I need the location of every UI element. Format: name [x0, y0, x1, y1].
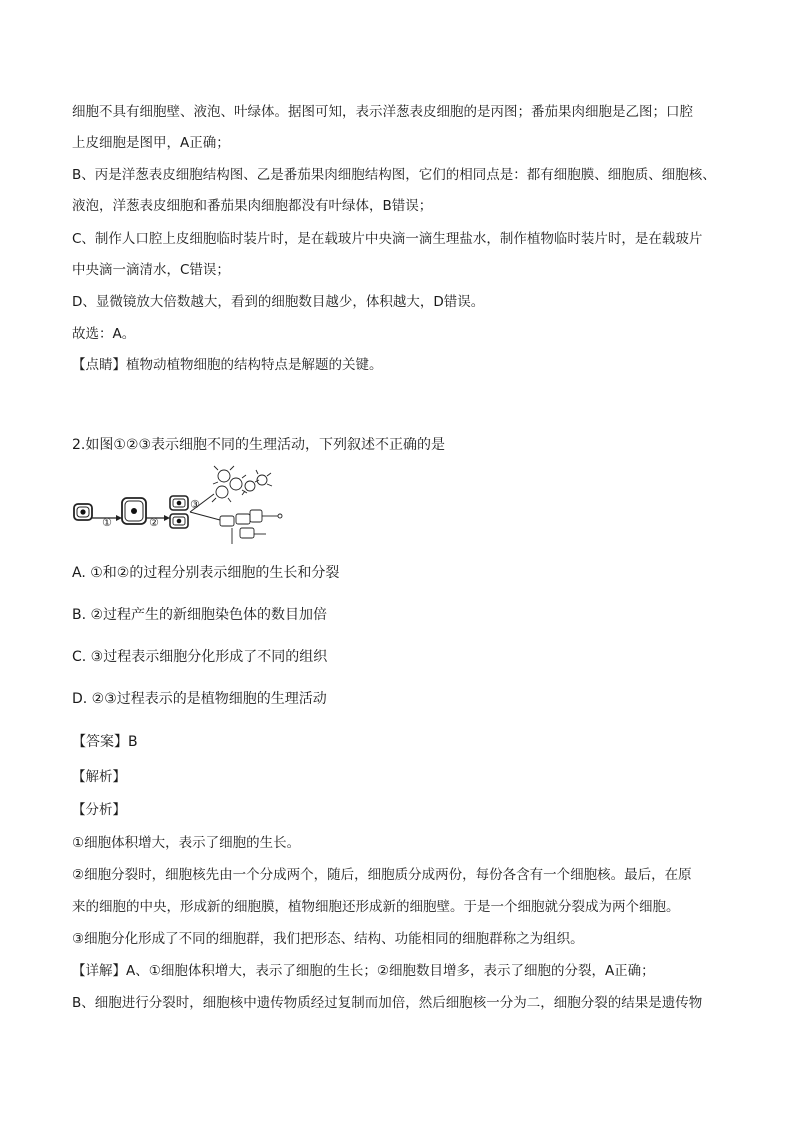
cell-activity-diagram	[72, 464, 292, 550]
option-b: B. ②过程产生的新细胞染色体的数目加倍	[72, 607, 328, 623]
key-point: 【点睛】植物动植物细胞的结构特点是解题的关键。	[72, 357, 383, 373]
small-cell	[74, 504, 92, 520]
analysis-line: ①细胞体积增大，表示了细胞的生长。	[72, 835, 301, 851]
analysis-subtitle: 【分析】	[72, 802, 126, 818]
text-line: 液泡，洋葱表皮细胞和番茄果肉细胞都没有叶绿体，B错误；	[72, 198, 433, 214]
differentiated-cells-upper	[212, 466, 272, 502]
text-line: D、显微镜放大倍数越大，看到的细胞数目越少，体积越大，D错误。	[72, 294, 485, 310]
text-line: 中央滴一滴清水，C错误；	[72, 262, 230, 278]
analysis-title: 【解析】	[72, 769, 126, 785]
answer: 【答案】B	[72, 734, 138, 750]
detail-line: 【详解】A、①细胞体积增大，表示了细胞的生长；②细胞数目增多，表示了细胞的分裂，A正确；	[72, 963, 655, 979]
analysis-line: 来的细胞的中央，形成新的细胞膜，植物细胞还形成新的细胞壁。于是一个细胞就分裂成为两个细胞。	[72, 899, 680, 915]
text-line: 上皮细胞是图甲，A正确；	[72, 135, 230, 151]
analysis-line: ②细胞分裂时，细胞核先由一个分成两个，随后，细胞质分成两份，每份各含有一个细胞核。最后，在原	[72, 867, 692, 883]
text-line: 故选：A。	[72, 326, 136, 342]
arrow-2-head	[164, 515, 170, 521]
question-stem: 2.如图①②③表示细胞不同的生理活动，下列叙述不正确的是	[72, 437, 446, 453]
option-d: D. ②③过程表示的是植物细胞的生理活动	[72, 691, 327, 707]
differentiated-cells-lower	[220, 510, 282, 544]
divided-cells	[170, 496, 188, 528]
text-line: B、丙是洋葱表皮细胞结构图、乙是番茄果肉细胞结构图，它们的相同点是：都有细胞膜、细胞质、细胞核、	[72, 167, 716, 183]
grown-cell	[122, 498, 146, 524]
detail-line: B、细胞进行分裂时，细胞核中遗传物质经过复制而加倍，然后细胞核一分为二，细胞分裂的结果是遗传物	[72, 995, 703, 1011]
analysis-line: ③细胞分化形成了不同的细胞群，我们把形态、结构、功能相同的细胞群称之为组织。	[72, 931, 584, 947]
text-line: 细胞不具有细胞壁、液泡、叶绿体。据图可知，表示洋葱表皮细胞的是丙图；番茄果肉细胞是乙图；口腔	[72, 104, 693, 120]
step-label-1: ①	[102, 516, 112, 529]
step-label-2: ②	[149, 516, 159, 529]
branch-arrow-down	[190, 512, 220, 520]
option-a: A. ①和②的过程分别表示细胞的生长和分裂	[72, 565, 340, 581]
text-line: C、制作人口腔上皮细胞临时装片时，是在载玻片中央滴一滴生理盐水，制作植物临时装片时，是在载玻片	[72, 231, 703, 247]
option-c: C. ③过程表示细胞分化形成了不同的组织	[72, 649, 328, 665]
step-label-3: ③	[190, 498, 200, 511]
